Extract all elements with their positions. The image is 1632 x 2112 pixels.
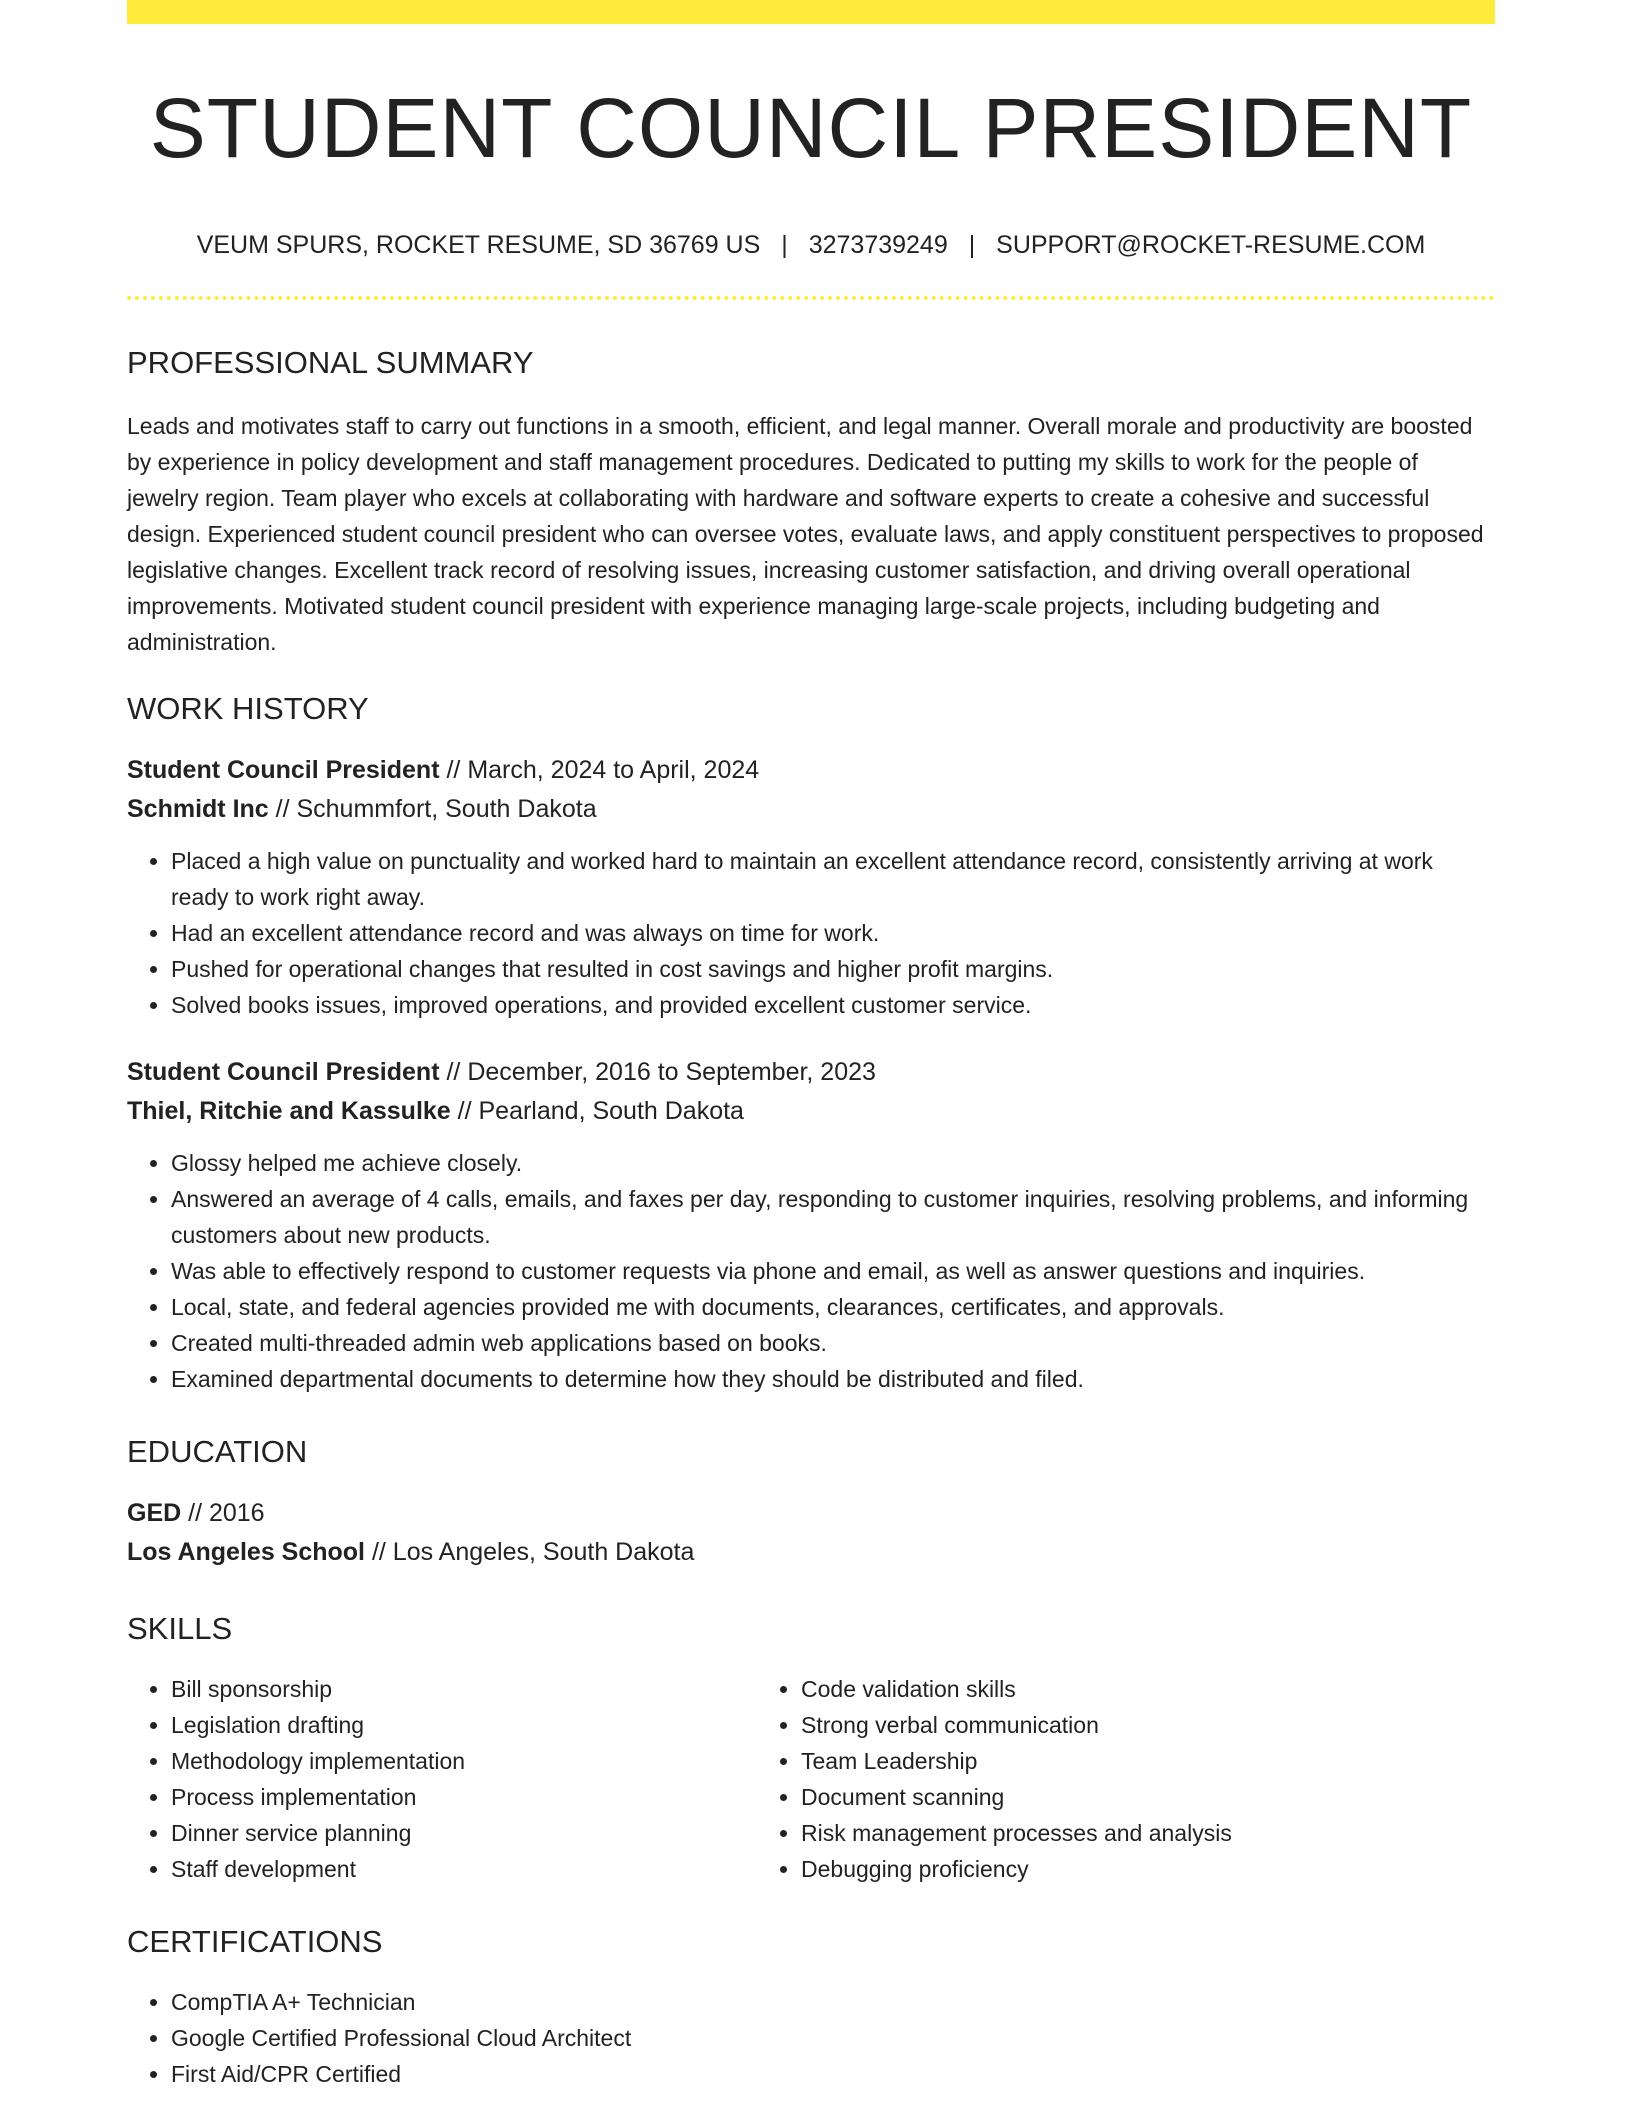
job-entry: [127, 751, 1495, 1023]
skill-item: • Team Leadership: [801, 1743, 1387, 1779]
skill-item: • Debugging proficiency: [801, 1851, 1387, 1887]
header-divider: [127, 296, 1495, 300]
skill-item: • Legislation drafting: [171, 1707, 757, 1743]
job-bullet: • Answered an average of 4 calls, emails, and faxes per day, responding to customer inquiries, resolving problems, and informing customers about new products.: [171, 1181, 1495, 1253]
job-bullet: • Glossy helped me achieve closely.: [171, 1145, 1495, 1181]
job-role-line: [127, 1053, 1495, 1092]
job-role-line: [127, 751, 1495, 790]
section-title-education: EDUCATION: [127, 1433, 308, 1469]
job-bullet: • Pushed for operational changes that resulted in cost savings and higher profit margins.: [171, 951, 1495, 987]
job-role: Student Council President: [127, 1057, 440, 1086]
skill-item: • Staff development: [171, 1851, 757, 1887]
summary-paragraph: Leads and motivates staff to carry out functions in a smooth, efficient, and legal manner. Overall morale and productivity are boosted by experience in policy development and staff management procedures. Dedicated to putting my skills to work for the people of jewelry region. Team player who excels at collaborating with hardware and software experts to create a cohesive and successful design. Experienced student council president who can oversee votes, evaluate laws, and apply constituent perspectives to proposed legislative changes. Excellent track record of resolving issues, increasing customer satisfaction, and driving overall operational improvements. Motivated student council president with experience managing large-scale projects, including budgeting and administration.: [127, 412, 1484, 655]
education-school-line: [127, 1533, 1495, 1572]
education-degree-line: [127, 1494, 1495, 1533]
skills-grid: [127, 1671, 1495, 1887]
skill-item: • Process implementation: [171, 1779, 757, 1815]
skill-item: • Strong verbal communication: [801, 1707, 1387, 1743]
job-bullet: • Had an excellent attendance record and was always on time for work.: [171, 915, 1495, 951]
contact-separator: |: [968, 231, 976, 260]
contact-phone: 3273739249: [808, 231, 948, 260]
job-role: Student Council President: [127, 755, 440, 784]
top-accent-bar: [127, 0, 1495, 24]
skill-item: • Document scanning: [801, 1779, 1387, 1815]
resume-name: STUDENT COUNCIL PRESIDENT: [149, 81, 1473, 175]
section-title-skills: SKILLS: [127, 1610, 233, 1646]
skills-column-right: [757, 1671, 1387, 1887]
job-bullet: • Local, state, and federal agencies provided me with documents, clearances, certificates, and approvals.: [171, 1289, 1495, 1325]
job-dates: // March, 2024 to April, 2024: [439, 755, 760, 784]
job-bullets: [127, 843, 1495, 1023]
skill-item: • Bill sponsorship: [171, 1671, 757, 1707]
certification-item: • CompTIA A+ Technician: [171, 1984, 1495, 2020]
job-bullet: • Placed a high value on punctuality and worked hard to maintain an excellent attendance record, consistently arriving at work ready to work right away.: [171, 843, 1495, 915]
job-bullet: • Examined departmental documents to determine how they should be distributed and filed.: [171, 1361, 1495, 1397]
contact-line: [127, 230, 1495, 260]
education-year: // 2016: [181, 1498, 265, 1527]
job-location: // Schummfort, South Dakota: [268, 794, 597, 823]
job-company-line: [127, 1092, 1495, 1131]
contact-email: SUPPORT@ROCKET-RESUME.COM: [996, 231, 1426, 260]
skill-item: • Methodology implementation: [171, 1743, 757, 1779]
education-degree: GED: [127, 1498, 182, 1527]
skill-item: • Risk management processes and analysis: [801, 1815, 1387, 1851]
job-dates: // December, 2016 to September, 2023: [439, 1057, 876, 1086]
skill-item: • Dinner service planning: [171, 1815, 757, 1851]
job-company: Schmidt Inc: [127, 794, 269, 823]
job-entry: [127, 1053, 1495, 1397]
certification-list: [127, 1984, 1495, 2092]
certification-item: • First Aid/CPR Certified: [171, 2056, 1495, 2092]
job-company: Thiel, Ritchie and Kassulke: [127, 1096, 451, 1125]
job-bullet: • Solved books issues, improved operations, and provided excellent customer service.: [171, 987, 1495, 1023]
section-title-certifications: CERTIFICATIONS: [127, 1924, 383, 1960]
job-company-line: [127, 790, 1495, 829]
education-location: // Los Angeles, South Dakota: [365, 1537, 695, 1566]
job-bullets: [127, 1145, 1495, 1397]
certification-item: • Google Certified Professional Cloud Architect: [171, 2020, 1495, 2056]
job-location: // Pearland, South Dakota: [450, 1096, 744, 1125]
job-bullet: • Created multi-threaded admin web applications based on books.: [171, 1325, 1495, 1361]
contact-separator: |: [781, 231, 788, 260]
job-bullet: • Was able to effectively respond to customer requests via phone and email, as well as answer questions and inquiries.: [171, 1253, 1495, 1289]
section-title-summary: PROFESSIONAL SUMMARY: [127, 345, 534, 381]
education-school: Los Angeles School: [127, 1537, 366, 1566]
contact-address: VEUM SPURS, ROCKET RESUME, SD 36769 US: [196, 231, 761, 260]
skills-column-left: [127, 1671, 757, 1887]
section-title-work-history: WORK HISTORY: [127, 690, 369, 726]
skill-item: • Code validation skills: [801, 1671, 1387, 1707]
resume-page: [127, 0, 1495, 2092]
